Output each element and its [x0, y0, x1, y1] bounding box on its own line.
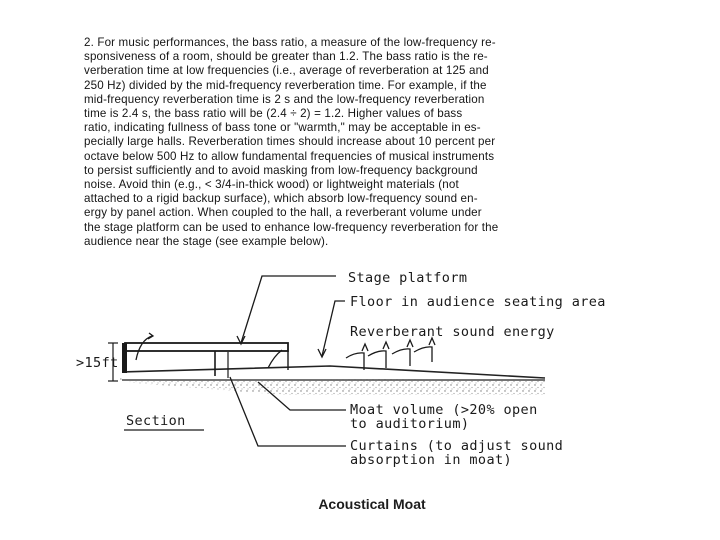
- label-moat-volume-2: to auditorium): [350, 416, 470, 432]
- label-curtains-2: absorption in moat): [350, 452, 513, 468]
- ground-hatch: [120, 372, 545, 395]
- paragraph-line: sponsiveness of a room, should be greater than 1.2. The bass ratio is the re-: [84, 50, 488, 64]
- floor-slope: [122, 366, 545, 378]
- label-floor-audience: Floor in audience seating area: [350, 294, 606, 310]
- paragraph-line: pecially large halls. Reverberation times should increase about 10 percent per: [84, 135, 496, 149]
- paragraph-line: attached to a rigid backup surface), which absorb low-frequency sound en-: [84, 192, 478, 206]
- paragraph-line: the stage platform can be used to enhance low-frequency reverberation for the: [84, 220, 499, 234]
- paragraph-line: 250 Hz) divided by the mid-frequency reverberation time. For example, if the: [84, 78, 487, 92]
- paragraph-line: ergy by panel action. When coupled to the hall, a reverberant volume under: [84, 206, 482, 220]
- label-reverberant-energy: Reverberant sound energy: [350, 324, 555, 340]
- label-moat-volume-1: Moat volume (>20% open: [350, 402, 538, 418]
- stage-platform-shape: [125, 343, 288, 351]
- paragraph-line: ratio, indicating fullness of bass tone or "warmth," may be acceptable in es-: [84, 121, 481, 135]
- paragraph-line: octave below 500 Hz to allow fundamental frequencies of musical instruments: [84, 149, 495, 163]
- paragraph-line: verberation time at low frequencies (i.e., average of reverberation at 125 and: [84, 64, 489, 78]
- paragraph-line: noise. Avoid thin (e.g., < 3/4-in-thick wood) or lightweight materials (not: [84, 178, 459, 192]
- stage-back-wall: [122, 343, 127, 373]
- label-curtains-1: Curtains (to adjust sound: [350, 438, 564, 454]
- paragraph-line: audience near the stage (see example below).: [84, 234, 329, 248]
- height-label: >15ft: [76, 355, 119, 371]
- label-stage-platform: Stage platform: [348, 270, 468, 286]
- figure-caption: Acoustical Moat: [318, 496, 426, 512]
- paragraph-line: to persist sufficiently and to avoid masking from low-frequency background: [84, 163, 478, 177]
- label-section: Section: [126, 413, 186, 429]
- paragraph-line: mid-frequency reverberation time is 2 s and the low-frequency reverberation: [84, 92, 485, 106]
- paragraph-line: 2. For music performances, the bass ratio, a measure of the low-frequency re-: [84, 36, 496, 49]
- paragraph-line: time is 2.4 s, the bass ratio will be (2.4 ÷ 2) = 1.2. Higher values of bass: [84, 107, 463, 121]
